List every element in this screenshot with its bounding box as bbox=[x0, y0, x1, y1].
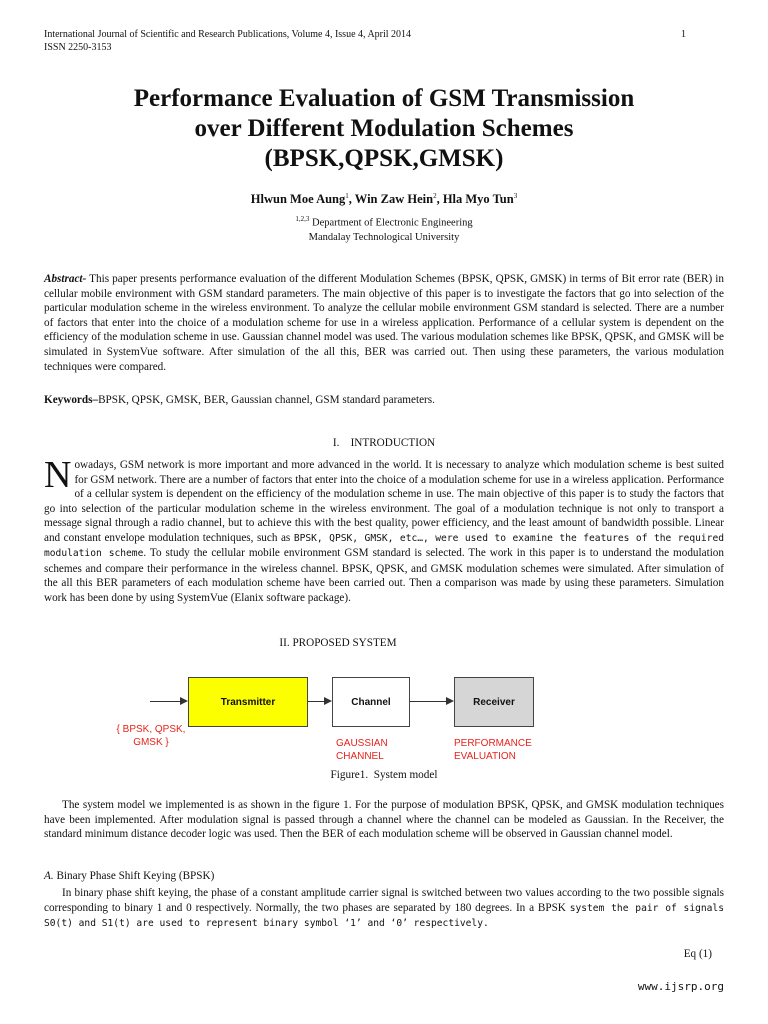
author-sup: 2 bbox=[433, 192, 437, 200]
footer-url: www.ijsrp.org bbox=[637, 980, 724, 993]
paper-title bbox=[60, 84, 708, 174]
affiliation bbox=[0, 212, 768, 245]
authors: Hlwun Moe Aung$^1$, Win Zaw Hein$^2$, Hla Myo Tun$^3$ bbox=[250, 192, 518, 207]
keywords-text: BPSK, QPSK, GMSK, BER, Gaussian channel, GSM standard parameters. bbox=[98, 394, 435, 406]
title-line-3: (BPSK,QPSK,GMSK) bbox=[264, 145, 504, 172]
page-number: 1 bbox=[681, 29, 686, 40]
drop-cap: N bbox=[44, 454, 72, 496]
intro-mono-text: BPSK, QPSK, GMSK, etc…, were used to examine the features of the required modulation scheme bbox=[44, 532, 724, 559]
affiliation-sup: 1,2,3 bbox=[295, 215, 310, 223]
transmitter-block: Transmitter bbox=[188, 677, 308, 727]
tx-to-channel-arrow bbox=[308, 701, 330, 702]
receiver-label-line: PERFORMANCE bbox=[454, 738, 532, 749]
channel-to-rx-arrow bbox=[410, 701, 452, 702]
subsection-title: Binary Phase Shift Keying (BPSK) bbox=[53, 870, 215, 882]
modulation-label-line: { BPSK, QPSK, bbox=[116, 724, 186, 735]
subsection-heading-bpsk bbox=[44, 870, 214, 882]
bpsk-mono-text: system the pair of signals S0(t) and S1(t) are used to represent binary symbol ‘1’ and ‘0’ respectively. bbox=[44, 902, 724, 930]
author-sup: 3 bbox=[513, 192, 518, 200]
bpsk-text: In binary phase shift keying, the phase of a constant amplitude carrier signal is switched between two values according to the two possible signals corresponding to binary 1 and 0 respectively. Normally, the two phases are separated by 180 degrees. In a BPSK bbox=[44, 887, 724, 914]
receiver-label bbox=[454, 738, 550, 763]
author-name: Hla Myo Tun bbox=[442, 192, 514, 207]
affiliation-dept: Department of Electronic Engineering bbox=[311, 217, 473, 229]
channel-block: Channel bbox=[332, 677, 410, 727]
abstract-label: Abstract- bbox=[44, 273, 87, 285]
author-sup: 1 bbox=[345, 192, 349, 200]
title-line-1: Performance Evaluation of GSM Transmission bbox=[133, 85, 635, 112]
author-name: Hlwun Moe Aung bbox=[250, 192, 346, 207]
introduction-paragraph bbox=[44, 454, 724, 605]
abstract-text: This paper presents performance evaluation of the different Modulation Schemes (BPSK, QPSK, GMSK) in terms of Bit error rate (BER) in cellular mobile environment with GSM standard parameters. The main objective of this paper is to investigate the factors that go into selection of the particular modulation scheme in the wireless environment. To analyze the cellular mobile environment GSM standard is selected. There are a number of factors that enter into the choice of a modulation scheme for use in a wireless application. Performance of a cellular system is dependent on the efficiency of the modulation scheme in use. Gaussian channel model was used. The various modulation schemes like BPSK, QPSK, and GMSK will be simulated in SystemVue software. After simulation of the all this, BER was carried out. Then using these parameters, the various modulation techniques were compared. bbox=[44, 273, 724, 373]
journal-header bbox=[44, 29, 411, 54]
modulation-label-line: GMSK } bbox=[133, 736, 169, 748]
channel-label-line: GAUSSIAN bbox=[336, 738, 388, 749]
abstract bbox=[44, 272, 724, 374]
intro-text-2: . To study the cellular mobile environment GSM standard is selected. The work in this paper is to understand the modulation schemes and compare their performance in the wireless channel. BPSK, QPSK, and GMSK modulation schemes were simulated. After simulation of the all this BER parameters of each modulation scheme have been carried out. Then a comparison was made by using these parameters. Simulation work has been done by using SystemVue (Elanix software package). bbox=[44, 547, 724, 604]
subsection-prefix: A. bbox=[44, 870, 54, 882]
receiver-label-line: EVALUATION bbox=[454, 750, 516, 762]
figure-caption: Figure1. System model bbox=[330, 769, 438, 781]
issn: ISSN 2250-3153 bbox=[44, 41, 112, 53]
system-model-paragraph: The system model we implemented is as shown in the figure 1. For the purpose of modulation BPSK, QPSK, and GMSK modulation techniques have been implemented. After modulation signal is passed through a channel where the channel can be modeled as Gaussian. In the Receiver, the standard minimum distance decoder logic was used. Then the BER of each modulation scheme will be observed in Gaussian channel model. bbox=[44, 799, 724, 841]
system-model-diagram bbox=[100, 664, 560, 768]
affiliation-univ: Mandalay Technological University bbox=[308, 231, 460, 243]
journal-line: International Journal of Scientific and Research Publications, Volume 4, Issue 4, April 2014 bbox=[44, 29, 412, 40]
keywords-label: Keywords– bbox=[44, 394, 99, 406]
section-heading-introduction: I. INTRODUCTION bbox=[332, 437, 436, 449]
input-arrow bbox=[150, 701, 186, 702]
bpsk-paragraph bbox=[44, 886, 724, 932]
receiver-block: Receiver bbox=[454, 677, 534, 727]
channel-label bbox=[336, 738, 402, 763]
section-heading-proposed-system: II. PROPOSED SYSTEM bbox=[279, 637, 397, 649]
equation-label: Eq (1) bbox=[683, 948, 712, 960]
channel-label-line: CHANNEL bbox=[336, 750, 384, 762]
modulation-label bbox=[108, 724, 194, 749]
intro-text-1: owadays, GSM network is more important and more advanced in the world. It is necessary to analyze which modulation scheme is best suited for GSM network. There are a number of factors that enter into the choice of a modulation scheme for use in a wireless application. Performance of a cellular system is dependent on the efficiency of the modulation scheme in use. The main objective of this paper is to study the factors that go into selection of the particular modulation scheme in the wireless environment. The goal of a modulation technique is not only to transport a message signal through a radio channel, but to achieve this with the best quality, power efficiency, and the least amount of bandwidth possible. Linear and constant envelope modulation techniques, such as bbox=[44, 459, 724, 544]
author-name: Win Zaw Hein bbox=[354, 192, 434, 207]
title-line-2: over Different Modulation Schemes bbox=[194, 115, 574, 142]
keywords bbox=[44, 394, 724, 406]
